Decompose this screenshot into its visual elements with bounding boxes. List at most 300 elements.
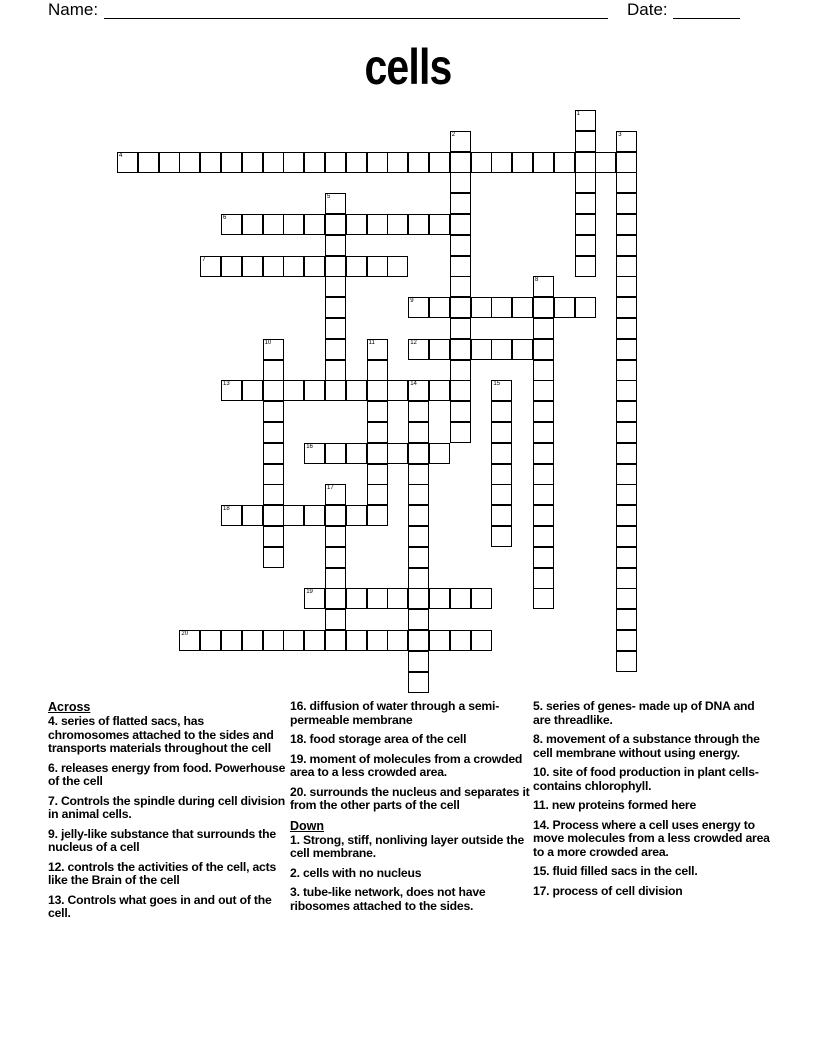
crossword-cell[interactable] — [616, 526, 637, 547]
across-clue — [48, 861, 288, 888]
clue-text: tube-like network, does not have ribosomes attached to the sides. — [290, 885, 486, 913]
down-clue — [533, 819, 773, 860]
crossword-cell[interactable] — [325, 630, 346, 651]
crossword-cell[interactable] — [179, 630, 200, 651]
crossword-cell[interactable] — [450, 152, 471, 173]
crossword-cell[interactable] — [263, 214, 284, 235]
clue-text: food storage area of the cell — [306, 732, 467, 746]
crossword-cell[interactable] — [367, 464, 388, 485]
crossword-cell[interactable] — [367, 380, 388, 401]
crossword-cell[interactable] — [242, 380, 263, 401]
crossword-cell[interactable] — [471, 297, 492, 318]
clue-number: 1. — [290, 832, 300, 847]
crossword-cell[interactable] — [616, 131, 637, 152]
crossword-cell[interactable] — [616, 152, 637, 173]
crossword-cell[interactable] — [325, 505, 346, 526]
crossword-cell[interactable] — [263, 443, 284, 464]
crossword-cell[interactable] — [491, 152, 512, 173]
crossword-cell[interactable] — [325, 484, 346, 505]
crossword-cell[interactable] — [512, 297, 533, 318]
clue-text: fluid filled sacs in the cell. — [549, 864, 698, 878]
crossword-cell[interactable] — [346, 214, 367, 235]
crossword-cell[interactable] — [575, 110, 596, 131]
cell-number: 14 — [410, 381, 417, 388]
clue-number: 6. — [48, 760, 58, 775]
crossword-cell[interactable] — [387, 256, 408, 277]
crossword-cell[interactable] — [138, 152, 159, 173]
across-clue — [48, 762, 288, 789]
crossword-cell[interactable] — [450, 380, 471, 401]
crossword-cell[interactable] — [304, 256, 325, 277]
clue-text: moment of molecules from a crowded area to a less crowded area. — [290, 751, 523, 779]
crossword-cell[interactable] — [200, 256, 221, 277]
crossword-cell[interactable] — [616, 401, 637, 422]
crossword-cell[interactable] — [367, 422, 388, 443]
crossword-cell[interactable] — [387, 214, 408, 235]
clue-text: Controls the spindle during cell division in animal cells. — [48, 793, 286, 821]
crossword-cell[interactable] — [533, 526, 554, 547]
cell-number: 9 — [410, 298, 414, 305]
crossword-cell[interactable] — [325, 235, 346, 256]
clue-text: jelly-like substance that surrounds the nucleus of a cell — [48, 826, 276, 854]
crossword-cell[interactable] — [367, 588, 388, 609]
cell-number: 15 — [493, 381, 501, 388]
clue-number: 15. — [533, 864, 550, 878]
cell-number: 16 — [306, 443, 313, 450]
crossword-cell[interactable] — [616, 588, 637, 609]
crossword-cell[interactable] — [408, 672, 429, 693]
clue-number: 8. — [533, 732, 543, 746]
crossword-cell[interactable] — [263, 401, 284, 422]
crossword-cell[interactable] — [367, 484, 388, 505]
clue-text: Process where a cell uses energy to move molecules from a less crowded area to a more crowded area. — [533, 817, 770, 859]
crossword-cell[interactable] — [325, 360, 346, 381]
crossword-cell[interactable] — [533, 339, 554, 360]
crossword-cell[interactable] — [242, 214, 263, 235]
crossword-cell[interactable] — [367, 630, 388, 651]
crossword-cell[interactable] — [533, 547, 554, 568]
crossword-cell[interactable] — [263, 630, 284, 651]
crossword-cell[interactable] — [533, 505, 554, 526]
cell-number: 5 — [327, 194, 331, 201]
crossword-cell[interactable] — [616, 360, 637, 381]
crossword-cell[interactable] — [408, 422, 429, 443]
crossword-cell[interactable] — [533, 401, 554, 422]
clue-number: 19. — [290, 751, 307, 766]
clue-number: 20. — [290, 784, 307, 799]
crossword-cell[interactable] — [512, 152, 533, 173]
crossword-cell[interactable] — [471, 630, 492, 651]
cell-number: 10 — [264, 339, 272, 346]
crossword-cell[interactable] — [283, 256, 304, 277]
clue-number: 10. — [533, 765, 550, 779]
crossword-cell[interactable] — [575, 256, 596, 277]
crossword-cell[interactable] — [408, 297, 429, 318]
crossword-cell[interactable] — [408, 526, 429, 547]
crossword-cell[interactable] — [554, 297, 575, 318]
cell-number: 19 — [306, 589, 313, 596]
crossword-cell[interactable] — [179, 152, 200, 173]
crossword-cell[interactable] — [616, 235, 637, 256]
down-clue — [533, 885, 773, 899]
cell-number: 11 — [368, 339, 375, 346]
crossword-cell[interactable] — [242, 256, 263, 277]
clue-text: diffusion of water through a semi-permeable membrane — [290, 699, 500, 727]
crossword-cell[interactable] — [325, 193, 346, 214]
crossword-cell[interactable] — [325, 339, 346, 360]
name-label: Name: — [48, 0, 99, 19]
crossword-cell[interactable] — [471, 339, 492, 360]
crossword-cell[interactable] — [304, 630, 325, 651]
cell-number: 20 — [181, 631, 189, 637]
crossword-cell[interactable] — [408, 443, 429, 464]
crossword-cell[interactable] — [408, 630, 429, 651]
crossword-cell[interactable] — [387, 152, 408, 173]
crossword-cell[interactable] — [325, 547, 346, 568]
crossword-cell[interactable] — [575, 131, 596, 152]
crossword-cell[interactable] — [346, 443, 367, 464]
crossword-cell[interactable] — [408, 464, 429, 485]
across-clue — [48, 795, 288, 822]
crossword-cell[interactable] — [408, 339, 429, 360]
crossword-cell[interactable] — [450, 214, 471, 235]
clue-text: series of flatted sacs, has chromosomes attached to the sides and transports materials throughout the cell — [48, 714, 274, 755]
crossword-cell[interactable] — [554, 152, 575, 173]
crossword-cell[interactable] — [325, 380, 346, 401]
crossword-cell[interactable] — [491, 464, 512, 485]
down-clue — [533, 865, 773, 879]
clue-number: 16. — [290, 699, 307, 713]
crossword-cell[interactable] — [429, 339, 450, 360]
crossword-cell[interactable] — [367, 339, 388, 360]
crossword-cell[interactable] — [575, 297, 596, 318]
crossword-cell[interactable] — [429, 380, 450, 401]
crossword-cell[interactable] — [616, 193, 637, 214]
cell-number: 8 — [535, 277, 539, 284]
crossword-cell[interactable] — [533, 422, 554, 443]
clue-text: Strong, stiff, nonliving layer outside the cell membrane. — [290, 832, 525, 860]
crossword-cell[interactable] — [263, 526, 284, 547]
crossword-cell[interactable] — [325, 152, 346, 173]
crossword-cell[interactable] — [346, 256, 367, 277]
crossword-cell[interactable] — [263, 547, 284, 568]
crossword-cell[interactable] — [450, 401, 471, 422]
crossword-cell[interactable] — [429, 630, 450, 651]
crossword-cell[interactable] — [242, 505, 263, 526]
clues-column-1 — [48, 700, 288, 927]
clue-text: new proteins formed here — [548, 798, 697, 812]
crossword-cell[interactable] — [304, 152, 325, 173]
crossword-cell[interactable] — [616, 464, 637, 485]
down-clue — [290, 834, 530, 861]
clue-number: 11. — [533, 798, 549, 812]
crossword-cell[interactable] — [491, 380, 512, 401]
crossword-cell[interactable] — [450, 339, 471, 360]
crossword-cell[interactable] — [616, 568, 637, 589]
crossword-cell[interactable] — [408, 152, 429, 173]
across-clue — [48, 828, 288, 855]
down-clue — [290, 867, 530, 881]
crossword-cell[interactable] — [325, 526, 346, 547]
clues-column-3 — [533, 700, 773, 904]
crossword-cell[interactable] — [408, 484, 429, 505]
crossword-cell[interactable] — [263, 256, 284, 277]
clue-text: series of genes- made up of DNA and are threadlike. — [533, 699, 755, 727]
crossword-cell[interactable] — [616, 276, 637, 297]
crossword-cell[interactable] — [450, 131, 471, 152]
crossword-cell[interactable] — [263, 360, 284, 381]
cell-number: 12 — [410, 339, 417, 346]
crossword-cell[interactable] — [491, 297, 512, 318]
crossword-cell[interactable] — [117, 152, 138, 173]
crossword-cell[interactable] — [595, 152, 616, 173]
clue-number: 4. — [48, 714, 58, 728]
crossword-cell[interactable] — [450, 422, 471, 443]
crossword-cell[interactable] — [325, 318, 346, 339]
crossword-cell[interactable] — [387, 588, 408, 609]
crossword-cell[interactable] — [616, 484, 637, 505]
crossword-cell[interactable] — [221, 505, 242, 526]
crossword-cell[interactable] — [221, 630, 242, 651]
crossword-cell[interactable] — [616, 422, 637, 443]
crossword-cell[interactable] — [533, 464, 554, 485]
across-heading: Across — [48, 700, 91, 714]
crossword-cell[interactable] — [304, 380, 325, 401]
crossword-cell[interactable] — [616, 297, 637, 318]
crossword-cell[interactable] — [450, 172, 471, 193]
crossword-cell[interactable] — [408, 609, 429, 630]
crossword-cell[interactable] — [325, 256, 346, 277]
down-clue — [533, 700, 773, 727]
crossword-cell[interactable] — [367, 152, 388, 173]
crossword-cell[interactable] — [200, 630, 221, 651]
crossword-cell[interactable] — [450, 360, 471, 381]
clue-text: Controls what goes in and out of the cell. — [48, 892, 272, 920]
clue-text: cells with no nucleus — [299, 865, 422, 880]
crossword-cell[interactable] — [575, 172, 596, 193]
crossword-cell[interactable] — [429, 152, 450, 173]
crossword-cell[interactable] — [221, 214, 242, 235]
clue-number: 5. — [533, 699, 543, 713]
crossword-cell[interactable] — [408, 214, 429, 235]
crossword-cell[interactable] — [408, 380, 429, 401]
down-clue — [533, 766, 773, 793]
crossword-cell[interactable] — [304, 505, 325, 526]
crossword-cell[interactable] — [450, 235, 471, 256]
crossword-cell[interactable] — [616, 609, 637, 630]
crossword-cell[interactable] — [471, 588, 492, 609]
crossword-cell[interactable] — [533, 297, 554, 318]
crossword-cell[interactable] — [263, 339, 284, 360]
crossword-cell[interactable] — [533, 380, 554, 401]
crossword-cell[interactable] — [263, 484, 284, 505]
crossword-cell[interactable] — [346, 505, 367, 526]
crossword-cell[interactable] — [283, 505, 304, 526]
crossword-cell[interactable] — [367, 401, 388, 422]
crossword-cell[interactable] — [616, 339, 637, 360]
crossword-cell[interactable] — [325, 609, 346, 630]
crossword-cell[interactable] — [533, 318, 554, 339]
crossword-cell[interactable] — [221, 380, 242, 401]
crossword-cell[interactable] — [429, 443, 450, 464]
crossword-cell[interactable] — [200, 152, 221, 173]
cell-number: 3 — [618, 131, 622, 138]
crossword-cell[interactable] — [471, 152, 492, 173]
crossword-cell[interactable] — [242, 630, 263, 651]
crossword-cell[interactable] — [616, 547, 637, 568]
cell-number: 1 — [576, 111, 580, 117]
crossword-cell[interactable] — [533, 276, 554, 297]
clue-text: releases energy from food. Powerhouse of the cell — [48, 760, 286, 788]
crossword-cell[interactable] — [512, 339, 533, 360]
crossword-cell[interactable] — [221, 152, 242, 173]
down-heading: Down — [290, 818, 325, 833]
clue-number: 18. — [290, 732, 307, 746]
crossword-cell[interactable] — [533, 484, 554, 505]
crossword-cell[interactable] — [325, 568, 346, 589]
across-clue — [290, 786, 530, 813]
date-label: Date: — [627, 0, 668, 19]
clue-number: 12. — [48, 859, 65, 874]
crossword-cell[interactable] — [346, 380, 367, 401]
crossword-cell[interactable] — [283, 630, 304, 651]
crossword-cell[interactable] — [575, 152, 596, 173]
crossword-cell[interactable] — [616, 630, 637, 651]
crossword-cell[interactable] — [491, 339, 512, 360]
crossword-cell[interactable] — [616, 505, 637, 526]
crossword-cell[interactable] — [616, 318, 637, 339]
clue-text: movement of a substance through the cell membrane without using energy. — [533, 732, 760, 760]
crossword-cell[interactable] — [408, 505, 429, 526]
crossword-cell[interactable] — [491, 401, 512, 422]
crossword-cell[interactable] — [325, 443, 346, 464]
crossword-cell[interactable] — [387, 443, 408, 464]
crossword-cell[interactable] — [221, 256, 242, 277]
crossword-cell[interactable] — [575, 214, 596, 235]
crossword-cell[interactable] — [408, 568, 429, 589]
down-clue — [533, 799, 773, 813]
clue-number: 17. — [533, 883, 550, 898]
crossword-cell[interactable] — [616, 651, 637, 672]
crossword-cell[interactable] — [263, 422, 284, 443]
crossword-cell[interactable] — [616, 256, 637, 277]
crossword-cell[interactable] — [304, 214, 325, 235]
crossword-cell[interactable] — [429, 297, 450, 318]
clue-number: 7. — [48, 793, 58, 808]
crossword-cell[interactable] — [283, 152, 304, 173]
cell-number: 18 — [223, 506, 230, 513]
crossword-cell[interactable] — [616, 172, 637, 193]
cell-number: 7 — [202, 256, 206, 263]
crossword-cell[interactable] — [304, 588, 325, 609]
crossword-cell[interactable] — [491, 422, 512, 443]
crossword-cell[interactable] — [304, 443, 325, 464]
cell-number: 4 — [119, 152, 123, 159]
crossword-cell[interactable] — [533, 568, 554, 589]
crossword-cell[interactable] — [263, 152, 284, 173]
crossword-cell[interactable] — [367, 256, 388, 277]
crossword-cell[interactable] — [575, 193, 596, 214]
crossword-cell[interactable] — [450, 588, 471, 609]
crossword-cell[interactable] — [346, 630, 367, 651]
crossword-cell[interactable] — [387, 630, 408, 651]
crossword-cell[interactable] — [367, 360, 388, 381]
cell-number: 2 — [451, 131, 456, 138]
crossword-cell[interactable] — [242, 152, 263, 173]
crossword-cell[interactable] — [159, 152, 180, 173]
crossword-cell[interactable] — [367, 443, 388, 464]
page-title: cells — [364, 39, 452, 95]
crossword-cell[interactable] — [491, 484, 512, 505]
crossword-cell[interactable] — [429, 214, 450, 235]
crossword-cell[interactable] — [491, 443, 512, 464]
down-clue — [290, 886, 530, 913]
cell-number: 17 — [327, 485, 334, 492]
crossword-cell[interactable] — [408, 547, 429, 568]
crossword-cell[interactable] — [263, 380, 284, 401]
crossword-cell[interactable] — [429, 588, 450, 609]
crossword-cell[interactable] — [533, 588, 554, 609]
crossword-cell[interactable] — [408, 401, 429, 422]
crossword-cell[interactable] — [491, 526, 512, 547]
crossword-cell[interactable] — [533, 360, 554, 381]
crossword-cell[interactable] — [491, 505, 512, 526]
crossword-cell[interactable] — [450, 193, 471, 214]
crossword-cell[interactable] — [533, 443, 554, 464]
crossword-cell[interactable] — [325, 588, 346, 609]
crossword-cell[interactable] — [616, 380, 637, 401]
clue-number: 3. — [290, 885, 300, 899]
crossword-cell[interactable] — [346, 588, 367, 609]
crossword-cell[interactable] — [533, 152, 554, 173]
crossword-cell[interactable] — [283, 214, 304, 235]
across-clue — [290, 700, 530, 727]
clue-number: 13. — [48, 892, 65, 907]
crossword-cell[interactable] — [450, 318, 471, 339]
crossword-cell[interactable] — [616, 214, 637, 235]
across-clue — [48, 894, 288, 921]
crossword-cell[interactable] — [616, 443, 637, 464]
crossword-cell[interactable] — [387, 380, 408, 401]
across-clue — [48, 715, 288, 756]
cell-number: 6 — [223, 215, 227, 221]
across-clue — [290, 733, 530, 747]
crossword-cell[interactable] — [263, 505, 284, 526]
crossword-cell[interactable] — [263, 464, 284, 485]
crossword-cell[interactable] — [325, 214, 346, 235]
clue-text: surrounds the nucleus and separates it from the other parts of the cell — [290, 784, 530, 812]
crossword-cell[interactable] — [575, 235, 596, 256]
crossword-cell[interactable] — [325, 276, 346, 297]
clue-number: 2. — [290, 865, 300, 880]
cell-number: 13 — [223, 381, 230, 388]
crossword-cell[interactable] — [367, 214, 388, 235]
crossword-cell[interactable] — [450, 297, 471, 318]
across-clue — [290, 753, 530, 780]
crossword-cell[interactable] — [367, 505, 388, 526]
crossword-cell[interactable] — [408, 588, 429, 609]
clue-number: 9. — [48, 826, 58, 841]
crossword-cell[interactable] — [408, 651, 429, 672]
crossword-cell[interactable] — [283, 380, 304, 401]
crossword-cell[interactable] — [450, 276, 471, 297]
crossword-cell[interactable] — [450, 630, 471, 651]
clue-text: site of food production in plant cells-contains chlorophyll. — [533, 765, 759, 793]
crossword-cell[interactable] — [346, 152, 367, 173]
crossword-cell[interactable] — [325, 297, 346, 318]
crossword-cell[interactable] — [450, 256, 471, 277]
clues-column-2 — [290, 700, 530, 919]
